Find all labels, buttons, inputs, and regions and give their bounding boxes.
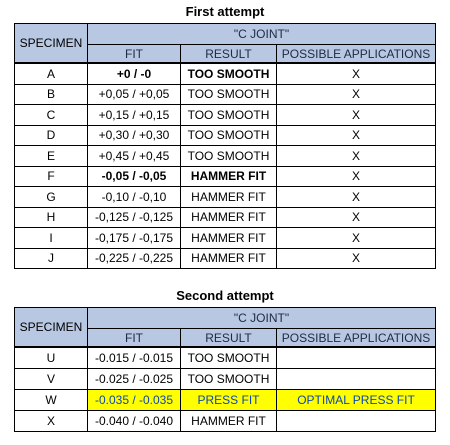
specimen-cell: E [15,146,88,167]
table-row [15,63,436,84]
result-cell: HAMMER FIT [181,411,277,432]
result-cell: HAMMER FIT [181,248,277,269]
application-cell [277,369,436,390]
table-row [15,248,436,269]
result-cell: TOO SMOOTH [181,125,277,146]
specimen-cell: H [15,207,88,228]
applications-column-header: POSSIBLE APPLICATIONS [277,45,436,64]
fit-column-header: FIT [88,45,181,64]
fit-cell: -0.035 / -0.035 [88,390,181,411]
fit-column-header: FIT [88,329,181,348]
table-row [15,369,436,390]
specimen-cell: I [15,228,88,249]
table-row [15,105,436,126]
specimen-cell: B [15,84,88,105]
fit-cell: -0.025 / -0.025 [88,369,181,390]
fit-cell: -0.015 / -0.015 [88,347,181,369]
fit-cell: -0,05 / -0,05 [88,166,181,187]
result-cell: TOO SMOOTH [181,146,277,167]
table-row [15,84,436,105]
specimen-cell: U [15,347,88,369]
c-joint-header: "C JOINT" [88,24,436,45]
application-cell [277,411,436,432]
second-attempt-title: Second attempt [176,288,274,303]
result-column-header: RESULT [181,329,277,348]
result-cell: HAMMER FIT [181,207,277,228]
specimen-cell: X [15,411,88,432]
specimen-cell: D [15,125,88,146]
application-cell: X [277,125,436,146]
table-row [15,166,436,187]
table-row [15,207,436,228]
result-cell: HAMMER FIT [181,228,277,249]
applications-column-header: POSSIBLE APPLICATIONS [277,329,436,348]
specimen-cell: F [15,166,88,187]
specimen-cell: C [15,105,88,126]
application-cell: X [277,228,436,249]
table-row [15,411,436,432]
result-column-header: RESULT [181,45,277,64]
table-row [15,347,436,369]
table-row-highlighted [15,390,436,411]
application-cell: X [277,207,436,228]
result-cell: TOO SMOOTH [181,105,277,126]
application-cell: X [277,187,436,208]
fit-cell: +0,15 / +0,15 [88,105,181,126]
specimen-cell: V [15,369,88,390]
result-cell: TOO SMOOTH [181,347,277,369]
fit-cell: +0,05 / +0,05 [88,84,181,105]
fit-cell: -0,175 / -0,175 [88,228,181,249]
application-cell: X [277,63,436,84]
application-cell: X [277,166,436,187]
table-row [15,228,436,249]
result-cell: TOO SMOOTH [181,63,277,84]
c-joint-header: "C JOINT" [88,308,436,329]
second-attempt-table [14,307,436,432]
specimen-cell: J [15,248,88,269]
result-cell: HAMMER FIT [181,166,277,187]
application-cell: X [277,84,436,105]
first-attempt-title: First attempt [185,4,265,19]
fit-cell: +0,30 / +0,30 [88,125,181,146]
fit-cell: +0 / -0 [88,63,181,84]
specimen-header: SPECIMEN [15,24,88,64]
application-cell: OPTIMAL PRESS FIT [277,390,436,411]
fit-cell: -0.040 / -0.040 [88,411,181,432]
result-cell: TOO SMOOTH [181,369,277,390]
specimen-header: SPECIMEN [15,308,88,348]
application-cell: X [277,146,436,167]
result-cell: PRESS FIT [181,390,277,411]
first-attempt-table [14,23,436,269]
fit-cell: -0,125 / -0,125 [88,207,181,228]
specimen-cell: A [15,63,88,84]
fit-cell: -0,225 / -0,225 [88,248,181,269]
fit-cell: -0,10 / -0,10 [88,187,181,208]
table-row [15,146,436,167]
table-row [15,125,436,146]
specimen-cell: W [15,390,88,411]
application-cell: X [277,105,436,126]
specimen-cell: G [15,187,88,208]
fit-cell: +0,45 / +0,45 [88,146,181,167]
result-cell: TOO SMOOTH [181,84,277,105]
result-cell: HAMMER FIT [181,187,277,208]
application-cell [277,347,436,369]
application-cell: X [277,248,436,269]
table-row [15,187,436,208]
